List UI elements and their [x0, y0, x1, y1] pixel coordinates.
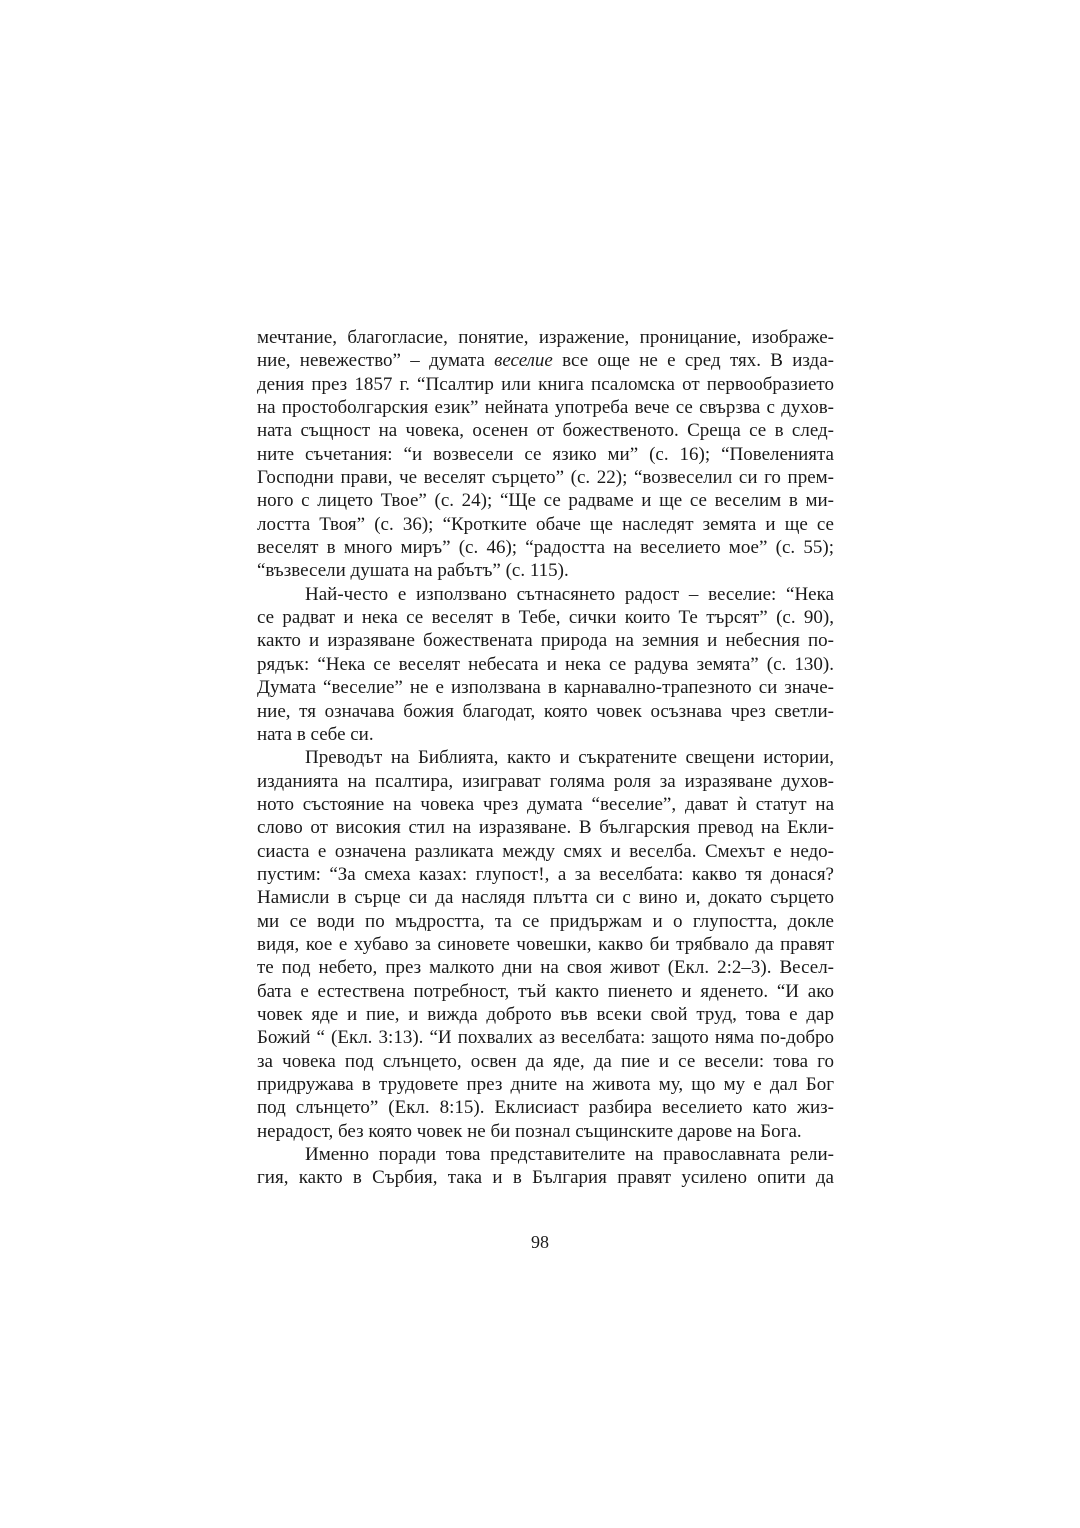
text-line: Господни прави, че веселят сърцето” (с. 22); “возвеселил си го прем-	[257, 467, 834, 489]
text-line: Именно поради това представителите на православната рели-	[305, 1144, 834, 1166]
text-line: видя, кое е хубаво за синовете човешки, какво би трябвало да правят	[257, 933, 834, 955]
text-line: слово от високия стил на изразяване. В българския превод на Екли-	[257, 817, 834, 839]
text-line: веселят в много миръ” (с. 46); “радостта на веселието мое” (с. 55);	[257, 537, 834, 559]
text-line: гия, както в Сърбия, така и в България правят усилено опити да	[257, 1167, 834, 1189]
body-text	[257, 326, 834, 1190]
text-line: изданията на псалтира, изиграват голяма роля за изразяване духов-	[257, 770, 834, 792]
paragraph	[257, 583, 834, 746]
text-line: Божий “ (Екл. 3:13). “И похвалих аз веселбата: защото няма по-добро	[257, 1027, 834, 1049]
text-line: за човека под слънцето, освен да яде, да пие и се весели: това го	[257, 1050, 834, 1072]
paragraph	[257, 326, 834, 583]
text-line: мечтание, благогласие, понятие, изражение, проницание, изображе-	[257, 327, 834, 348]
text-line: ного с лицето Твое” (с. 24); “Ще се радваме и ще се веселим в ми-	[257, 490, 834, 512]
text-line: Думата “веселие” не е използвана в карнавално-трапезното си значе-	[257, 677, 834, 699]
text-line: бата е естествена потребност, тъй както пиенето и яденето. “И ако	[257, 980, 834, 1002]
text-line: “възвесели душата на рабътъ” (с. 115).	[257, 560, 569, 582]
paragraph	[257, 1143, 834, 1190]
text-line: ните съчетания: “и возвесели се язико ми” (с. 16); “Повеленията	[257, 443, 834, 465]
italic-term: веселие	[494, 350, 553, 372]
text-line: рядък: “Нека се веселят небесата и нека се радува земята” (с. 130).	[257, 653, 834, 675]
text-line: ние, невежество” – думата веселие все още не е сред тях. В изда-	[257, 350, 834, 372]
text-line: Най-често е използвано сътнасянето радост – веселие: “Нека	[305, 583, 834, 605]
text-line: Намисли в сърце си да наслядя плътта си с вино и, докато сърцето	[257, 887, 834, 909]
text-line: нерадост, без която човек не би познал същинските дарове на Бога.	[257, 1120, 802, 1142]
text-line: придружава в трудовете през дните на живота му, що му е дал Бог	[257, 1074, 834, 1095]
text-line: те под небето, през малкото дни на своя живот (Екл. 2:2–3). Весел-	[257, 957, 834, 979]
text-line: ние, тя означава божия благодат, която човек осъзнава чрез светли-	[257, 700, 834, 722]
text-line: както и изразяване божествената природа на земния и небесния по-	[257, 630, 834, 652]
text-line: сиаста е означена разликата между смях и веселба. Смехът е недо-	[257, 840, 834, 862]
text-line: ната в себе си.	[257, 723, 374, 745]
text-line: човек яде и пие, и вижда доброто във всеки свой труд, това е дар	[257, 1003, 834, 1025]
text-line: пустим: “За смеха казах: глупост!, а за веселбата: какво тя донася?	[257, 863, 834, 885]
paragraph	[257, 746, 834, 1143]
text-line: се радват и нека се веселят в Тебе, сички които Те търсят” (с. 90),	[257, 607, 834, 629]
text-line: ното състояние на човека чрез думата “веселие”, дават ѝ статут на	[257, 793, 834, 815]
text-line: под слънцето” (Екл. 8:15). Еклисиаст разбира веселието като жиз-	[257, 1097, 834, 1119]
text-line: ната същност на човека, осенен от божественото. Среща се в след-	[257, 420, 834, 442]
text-line: дения през 1857 г. “Псалтир или книга псаломска от первообразието	[257, 373, 834, 395]
text-line: лостта Твоя” (с. 36); “Кротките обаче ще наследят земята и ще се	[257, 513, 834, 535]
text-line: Преводът на Библията, както и съкратените свещени истории,	[305, 747, 834, 769]
page-number: 98	[531, 1232, 549, 1252]
text-line: на простоболгарския език” нейната употреба вече се свързва с духов-	[257, 397, 834, 419]
text-line: ми се води по мъдростта, та се придържам и о глупостта, докле	[257, 910, 834, 932]
